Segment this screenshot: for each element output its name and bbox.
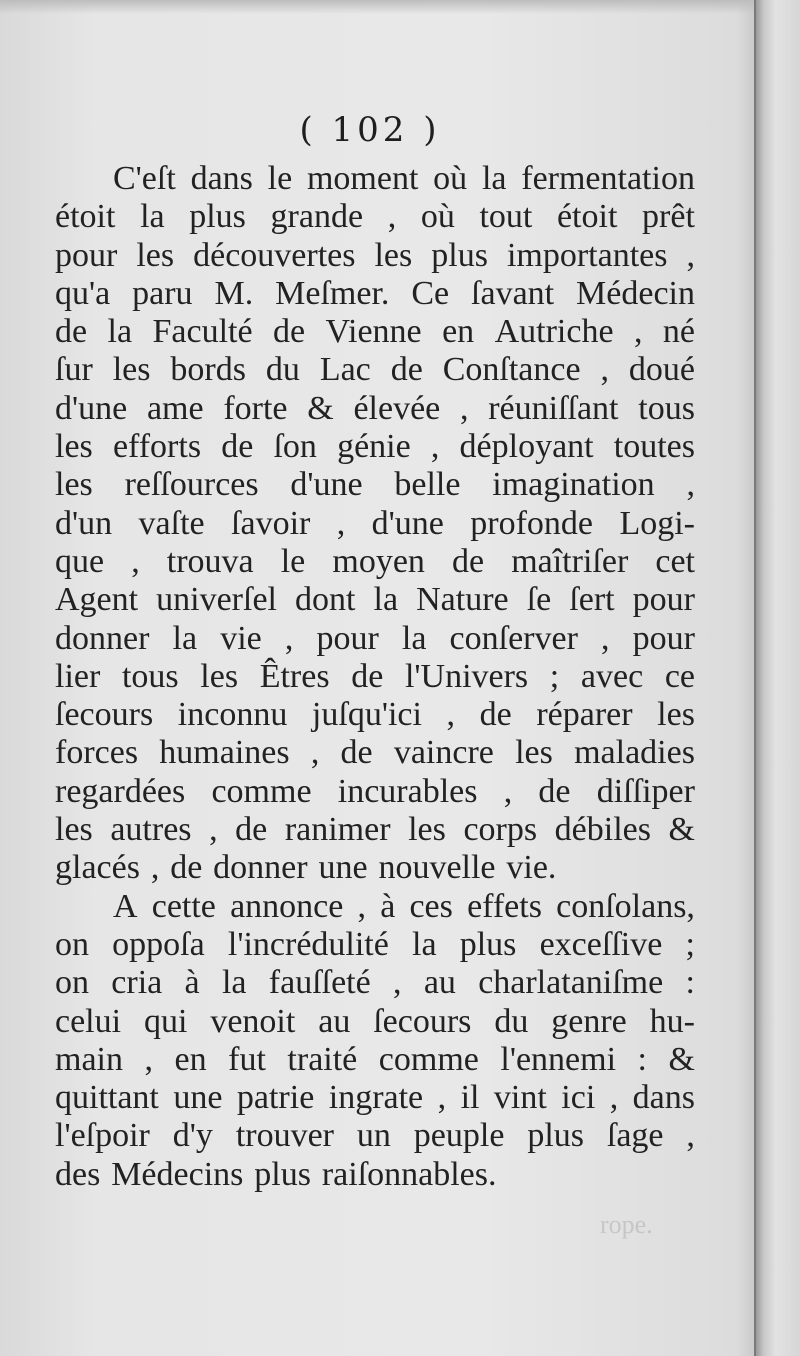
text-line [55,351,695,389]
word: regardées [55,772,186,810]
word: traité [287,1040,358,1078]
paragraph [55,160,695,888]
text-line [55,237,695,275]
word: une [318,849,368,887]
word: oppoſa [112,925,205,963]
word: au [423,964,456,1002]
word: paru [132,274,193,312]
word: ſon [273,428,317,466]
word: nouvelle [378,849,496,887]
word: Autriche [494,313,614,351]
word: , [446,696,456,734]
next-page-edge [754,0,800,1356]
word: fut [228,1040,266,1078]
word: , [459,389,469,427]
word: raiſonnables. [321,1155,497,1193]
word: il [460,1079,480,1117]
word: toutes [613,428,695,466]
word: l'ennemi [500,1040,617,1078]
text-line [55,734,695,772]
word: trouva [166,542,254,580]
word: vie. [506,849,557,887]
word: vint [493,1079,547,1117]
word: les [515,734,553,772]
word: tous [121,657,179,695]
word: dont [295,581,356,619]
word: cria [111,964,163,1002]
word: dans [632,1079,695,1117]
word: les [408,811,446,849]
text-line [55,1079,695,1117]
word: où [420,198,455,236]
word: bords [170,351,246,389]
word: ſecours [373,1002,472,1040]
text-line [55,466,695,504]
word: incurables [337,772,478,810]
word: d'une [371,504,444,542]
word: & [668,1040,695,1078]
word: ſavoir [231,504,311,542]
word: , [393,964,402,1002]
word: les [374,236,413,274]
word: ame [146,389,204,427]
word: , [601,619,610,657]
text-line [55,773,695,811]
word: exceſſive [539,925,663,963]
word: & [668,811,695,849]
word: la [140,198,165,236]
text-line [55,926,695,964]
word: , [437,1079,447,1117]
word: M. [214,274,254,312]
word: ; [549,657,560,695]
word: annonce [230,887,344,925]
word: lier [55,657,101,695]
word: le [267,160,293,197]
word: diſſiper [596,772,695,810]
word: débiles [554,811,651,849]
word: pour [632,619,695,657]
text-line [55,313,695,351]
word: qui [143,1002,188,1040]
word: cette [151,887,216,925]
text-line [55,1156,695,1194]
word: au [318,1002,351,1040]
word: , [310,734,320,772]
text-line [55,811,695,849]
word: profonde [470,504,594,542]
word: Faculté [152,313,253,351]
word: où [433,160,468,197]
word: : [685,964,695,1002]
word: les [200,657,239,695]
word: autres [110,811,192,849]
text-line [55,428,695,466]
word: de [235,811,268,849]
word: dans [190,160,253,197]
text-line [55,1003,695,1041]
word: étoit [556,198,618,236]
word: conſerver [449,619,578,657]
word: doué [628,351,695,389]
word: étoit [55,198,116,236]
text-line [55,198,695,236]
word: on [55,925,89,963]
word: Agent [55,581,139,619]
text-line [55,696,695,734]
word: , [387,198,397,236]
word: , [503,772,513,810]
word: comme [378,1040,479,1078]
word: de [272,313,306,351]
word: ranimer [284,811,391,849]
word: de [351,657,384,695]
word: fermentation [521,160,695,197]
word: un [356,1117,391,1155]
word: tout [479,198,533,236]
word: donner [213,849,308,887]
word: une [173,1079,223,1117]
text-line [55,581,695,619]
word: effets [467,887,542,925]
word: trouver [235,1117,334,1155]
word: Vienne [325,313,422,351]
word: , [357,887,367,925]
word: en [442,313,475,351]
page-top-shadow [0,0,800,14]
word: ingrate [328,1079,424,1117]
word: , [430,428,440,466]
word: les [55,811,93,849]
word: ici [561,1079,596,1117]
word: vie [220,619,262,657]
word: de [390,351,423,389]
word: grande [270,198,364,236]
word: charlataniſme [478,964,664,1002]
word: reſſources [124,466,259,504]
word: pour [632,581,695,619]
word: l'incrédulité [227,925,389,963]
word: la [401,619,427,657]
word: ſage [606,1117,664,1155]
word: des [55,1155,101,1193]
show-through-text: rope. [600,1210,653,1239]
word: la [107,313,133,351]
word: à [184,964,200,1002]
word: peuple [413,1117,505,1155]
text-line [55,1041,695,1079]
word: Ce [411,274,450,312]
word: les [657,696,695,734]
word: , [686,236,695,274]
word: importantes [506,236,668,274]
word: de [170,849,203,887]
word: Logi- [619,504,695,542]
word: à [380,887,396,925]
word: imagination [492,466,655,504]
text-line [55,160,695,198]
word: on [55,964,89,1002]
word: fauſſeté [268,964,371,1002]
word: d'un [55,504,113,542]
word: maladies [574,734,695,772]
word: maîtriſer [511,542,629,580]
word: belle [394,466,461,504]
page-number: ( 102 ) [299,110,441,150]
text-line [55,620,695,658]
word: d'une [55,389,128,427]
word: ce [664,657,695,695]
word: cet [655,542,695,580]
word: conſolans, [556,887,695,925]
word: ſert [569,581,615,619]
word: univerſel [156,581,277,619]
word: de [340,734,373,772]
word: A [113,887,138,925]
word: prêt [642,198,695,236]
word: les [55,428,93,466]
word: du [494,1002,529,1040]
word: les [55,466,93,504]
word: les [112,351,151,389]
word: la [481,160,507,197]
word: genre [551,1002,627,1040]
word: moyen [332,542,425,580]
word: la [412,925,437,963]
word: pour [55,236,118,274]
word: ſur [55,351,93,389]
word: plus [527,1117,584,1155]
word: l'eſpoir [55,1117,150,1155]
word: vaſte [138,504,205,542]
word: tous [638,389,695,427]
word: hu- [649,1002,695,1040]
word: celui [55,1002,122,1040]
word: de [479,696,512,734]
text-line [55,849,695,887]
word: de [452,542,485,580]
word: vaincre [393,734,494,772]
word: inconnu [177,696,288,734]
word: réuniſſant [488,389,619,427]
word: quittant [55,1079,159,1117]
word: que [55,542,105,580]
word: déployant [459,428,594,466]
word: découvertes [193,236,356,274]
word: Êtres [259,657,330,695]
word: la [221,964,247,1002]
word: humaines [159,734,290,772]
word: Médecins [111,1155,244,1193]
word: né [662,313,695,351]
text-line [55,543,695,581]
word: efforts [112,428,202,466]
word: juſqu'ici [311,696,422,734]
word: , [284,619,294,657]
word: de [55,313,88,351]
word: forte [223,389,288,427]
word: plus [459,925,517,963]
word: , [150,849,160,887]
word: la [373,581,399,619]
word: d'y [172,1117,213,1155]
word: qu'a [55,274,111,312]
word: main [55,1040,123,1078]
word: comme [211,772,312,810]
text-line [55,964,695,1002]
word: venoit [210,1002,296,1040]
word: plus [431,236,488,274]
word: avec [580,657,644,695]
word: l'Univers [404,657,529,695]
word: Lac [319,351,371,389]
word: , [336,504,346,542]
text-line [55,390,695,428]
word: élevée [353,389,441,427]
word: , [209,811,218,849]
word: ſecours [55,696,154,734]
word: plus [189,198,246,236]
word: corps [463,811,538,849]
text-line [55,658,695,696]
word: ; [685,925,695,963]
word: réparer [536,696,633,734]
word: Meſmer. [275,274,390,312]
word: en [174,1040,207,1078]
word: moment [306,160,419,197]
word: de [538,772,571,810]
paragraph [55,888,695,1194]
text-line [55,888,695,926]
word: d'une [290,466,363,504]
word: patrie [236,1079,315,1117]
word: , [633,313,643,351]
word: le [280,542,306,580]
word: ſavant [471,274,555,312]
word: pour [316,619,379,657]
word: , [686,1117,695,1155]
word: du [265,351,300,389]
word: & [307,389,334,427]
word: plus [254,1155,311,1193]
text-line [55,1117,695,1155]
word: Médecin [576,274,695,312]
word: forces [55,734,139,772]
word: ces [409,887,453,925]
word: , [144,1040,153,1078]
word: les [136,236,175,274]
word: , [609,1079,619,1117]
text-line [55,275,695,313]
word: Nature [416,581,509,619]
word: , [686,466,695,504]
body-text [55,160,695,1194]
word: la [172,619,198,657]
word: Conſtance [442,351,581,389]
word: ſe [526,581,552,619]
text-line [55,505,695,543]
word: donner [55,619,150,657]
word: glacés [55,849,140,887]
word: C'eſt [113,160,176,197]
word: de [221,428,254,466]
word: , [131,542,140,580]
word: , [600,351,609,389]
word: : [637,1040,647,1078]
word: génie [337,428,411,466]
